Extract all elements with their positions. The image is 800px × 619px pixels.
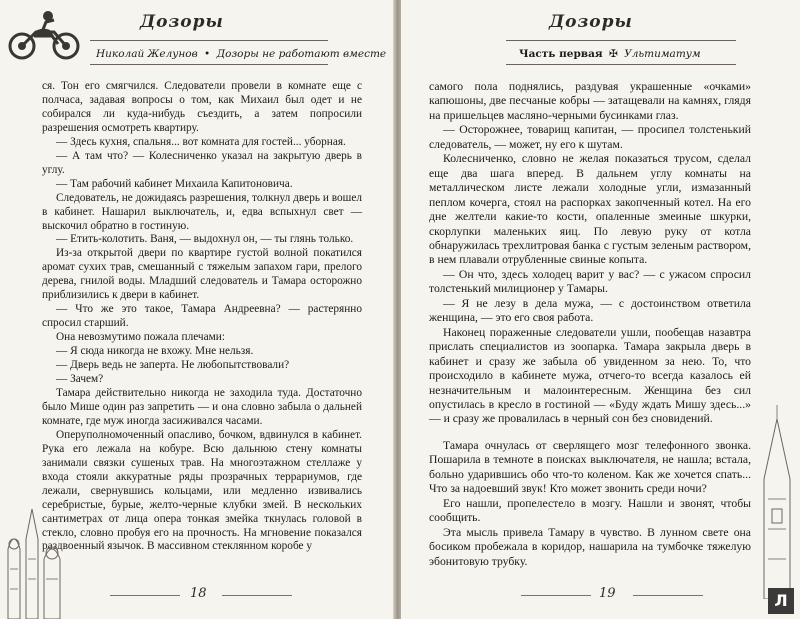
header-emblem-icon: ✠ — [608, 48, 618, 60]
series-logo-right: Дозоры — [549, 12, 633, 32]
paragraph: — Етить-колотить. Ваня, — выдохнул он, — ты глянь только. — [56, 233, 354, 246]
paragraph: самого пола поднялись, раздувая украшенные «очками» капюшоны, две песчаные кобры — затащевали на камнях, глядя на пришельцев масляно-черными бусинками глаз. — [429, 80, 751, 122]
kremlin-towers-sketch — [0, 489, 70, 619]
header-rule-top — [90, 40, 328, 41]
header-rule-top-right — [506, 40, 736, 41]
running-header-right — [519, 48, 701, 60]
footer-flourish-right-r — [633, 595, 703, 596]
publisher-logo-icon: Л — [768, 588, 794, 614]
header-book-title: Дозоры не работают вместе — [216, 48, 387, 60]
footer-flourish-left-r — [521, 595, 591, 596]
paragraph: — Я сюда никогда не вхожу. Мне нельзя. — [56, 345, 254, 358]
footer-flourish-left — [110, 595, 180, 596]
page-number-right: 19 — [599, 586, 616, 601]
header-rule-bottom-right — [506, 64, 736, 65]
running-header-left — [96, 48, 386, 60]
paragraph: — Я не лезу в дела мужа, — с достоинством ответила женщина, — это его своя работа. — [429, 296, 751, 325]
paragraph: Наконец пораженные следователи ушли, пообещав назавтра прислать специалистов из зоопарка. Тамара закрыла дверь в кабинет и сразу же забыла об увиденном за нею. То, что происходило в кабинете мужа, отчего-то всегда казалось ей незначительным и малоинтересным. Женщина без сил опустилась в кресло в гостиной — «Буду ждать Мишу здесь...» — и сразу же провалилась в черный сон без сновидений. — [429, 325, 751, 426]
header-author: Николай Желунов — [96, 48, 198, 60]
header-part: Часть первая — [519, 48, 603, 60]
paragraph: — Осторожнее, товарищ капитан, — просипел толстенький следователь, — может, ну его к шутам. — [429, 123, 751, 151]
paragraph: — А там что? — Колесниченко указал на закрытую дверь в углу. — [42, 149, 362, 176]
footer-flourish-right — [222, 595, 292, 596]
paragraph: Следователь, не дожидаясь разрешения, толкнул дверь и вошел в кабинет. Нашарил выключатель, и, едва вспыхнул свет — выскочил обратно в гостиную. — [42, 191, 362, 232]
paragraph: — Что же это такое, Тамара Андреевна? — растерянно спросил старший. — [42, 303, 362, 330]
paragraph: Оперуполномоченный опасливо, бочком, вдвинулся в кабинет. Рука его лежала на кобуре. Всю дальнюю стену комнаты занимали связки сушеных трав. На многоэтажном стеллаже у входа стояли аккуратные ряды прозрачных террариумов, где лежали, свернувшись кольцами, или медленно извивались серебристые, бурые, желто-черные клубки змей. В нескольких сантиметрах от лица опера тонкая змейка ткнулась головой в стекло, словно пробуя его на прочность. На мгновение показался раздвоенный язычок. В массивном стеклянном коробе у — [42, 428, 362, 553]
paragraph: — Там рабочий кабинет Михаила Капитоновича. — [56, 177, 293, 190]
paragraph: — Он что, здесь холодец варит у вас? — с ужасом спросил толстенький милиционер у Тамары. — [429, 267, 751, 296]
paragraph: Эта мысль привела Тамару в чувство. В лунном свете она босиком пробежала в коридор, нашарила на тумбочке тяжелую эбонитовую трубку. — [429, 525, 751, 568]
paragraph: Она невозмутимо пожала плечами: — [56, 331, 225, 344]
left-page — [0, 0, 395, 619]
paragraph: — Здесь кухня, спальня... вот комната для гостей... уборная. — [56, 135, 346, 148]
paragraph: Колесниченко, словно не желая показаться трусом, сделал еще два шага вперед. В дальнем углу комнаты на металлическом листе лежали холодные угли, измазанный пеплом кочерга, стоял на распорках закопченный котел. На его дне желтели какие-то кости, опаленные змеиные шкурки, скорлупки маленьких яиц. По левую руку от котла обнаружилась трехлитровая банка с густым зеленым раствором, в нем плавали отрубленные свиные копыта. — [429, 152, 751, 267]
tower-sketch — [754, 399, 800, 599]
page-number-left: 18 — [190, 586, 207, 601]
paragraph: — Зачем? — [56, 373, 104, 386]
header-rule-bottom — [90, 64, 328, 65]
paragraph: — Дверь ведь не заперта. Не любопытствовали? — [56, 359, 290, 372]
section-break — [429, 427, 751, 439]
paragraph: Из-за открытой двери по квартире густой волной покатился аромат сухих трав, смешанный с тяжелым запахом гари, прелого дерева, гнилой воды. Младший следователь и Тамара осторожно приблизились к двери в кабинет. — [42, 247, 362, 302]
header-bullet: • — [204, 48, 211, 60]
paragraph: Тамара действительно никогда не заходила туда. Достаточно было Мише один раз запретить — и она словно забыла о дальней комнате, где муж иногда засиживался часами. — [42, 386, 362, 427]
left-page-text — [42, 80, 362, 554]
paragraph: Его нашли, пропелестело в мозгу. Нашли и звонят, чтобы сообщить. — [429, 496, 751, 525]
header-chapter: Ультиматум — [624, 48, 701, 60]
paragraph: Тамара очнулась от сверлящего мозг телефонного звонка. Пошарила в темноте в поисках выключателя, не нашла; встала, больно ударившись обо что-то коленом. Как же хочется спать... Что за надоевший звук! Кто может звонить среди ночи? — [429, 438, 751, 496]
right-page — [401, 0, 800, 619]
paragraph: ся. Тон его смягчился. Следователи провели в комнате еще с полчаса, задавая вопросы о том, как Михаил был одет и не собирался ли куда-нибудь съездить, а затем попросили разрешения осмотреть квартиру. — [42, 80, 362, 134]
right-page-text — [429, 80, 751, 569]
series-logo: Дозоры — [140, 12, 224, 32]
motorcycle-illustration — [6, 6, 82, 62]
